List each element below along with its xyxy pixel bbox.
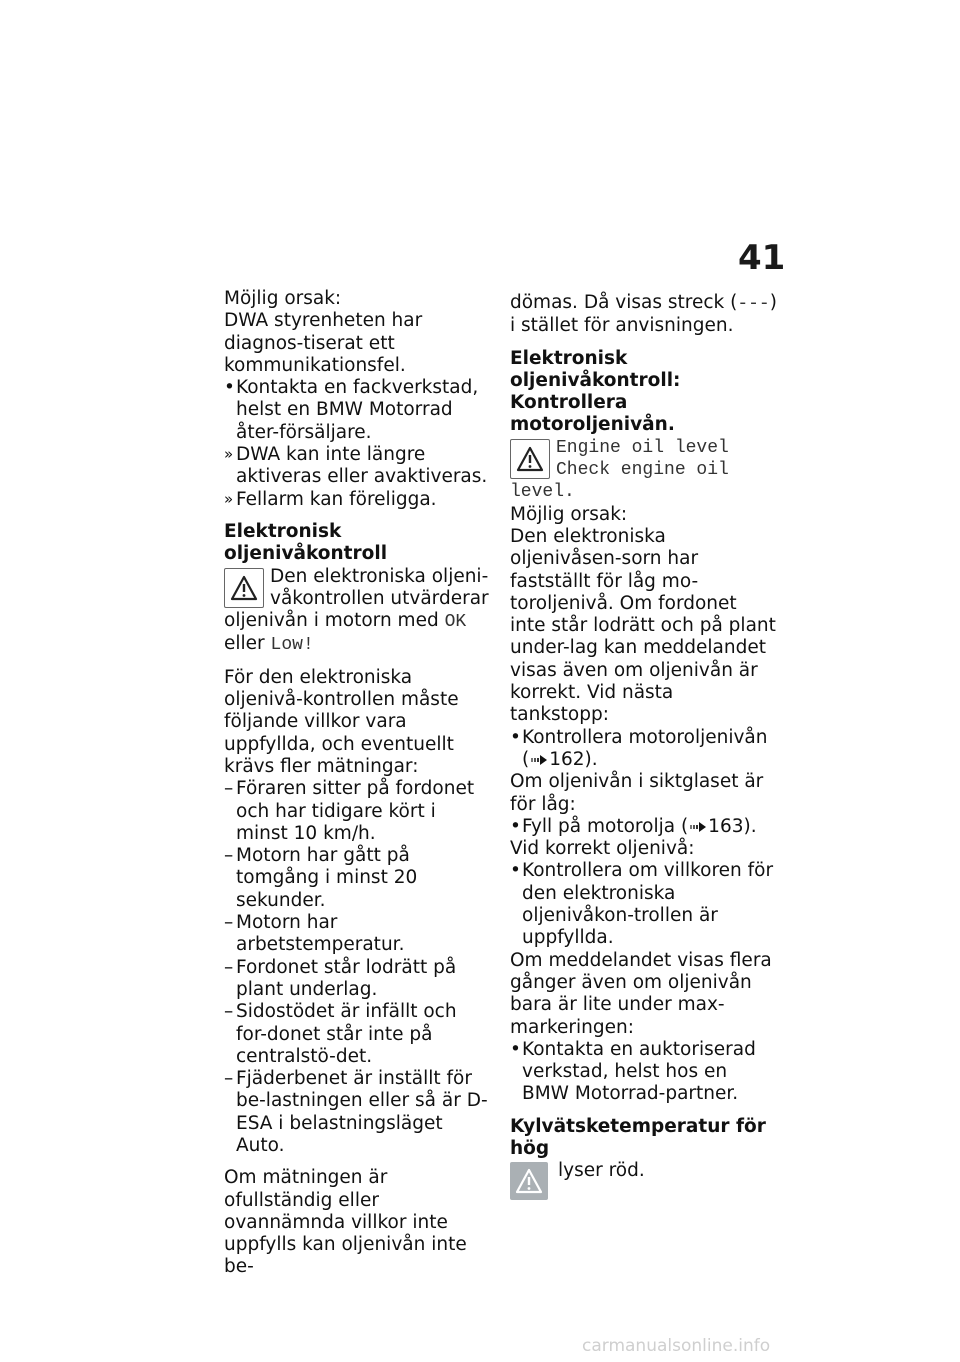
warning-text: lyser röd. bbox=[558, 1160, 645, 1182]
warning-triangle-red-icon bbox=[510, 1162, 548, 1200]
action-bullet-text: BMW Motorrad-partner. bbox=[522, 1083, 739, 1105]
condition-text: Motorn har gått på tomgång i minst 20 sekunder. bbox=[236, 845, 418, 911]
page-reference-arrow-icon bbox=[529, 754, 549, 766]
continued-text bbox=[510, 292, 778, 338]
warning-triangle-icon bbox=[224, 568, 264, 608]
page-reference-arrow-icon bbox=[688, 821, 708, 833]
section-heading: Kylvätsketemperatur för hög bbox=[510, 1115, 766, 1159]
condition-text: Föraren sitter på fordonet och har tidigare kört i minst 10 km/h. bbox=[236, 778, 475, 844]
warning-text: Den elektroniska oljeni-våkontrollen utvärderar oljenivån i motorn med bbox=[224, 565, 489, 632]
condition-item: – Fjäderbenet är inställt för be-lastningen eller så är D-ESA i belastningsläget Auto. bbox=[224, 1068, 488, 1156]
cause-label: Möjlig orsak: bbox=[510, 503, 628, 525]
display-low: Low! bbox=[270, 635, 314, 656]
condition-item: – Sidostödet är infällt och for-donet står inte på centralstö-det. bbox=[224, 1001, 457, 1067]
word-eller: eller bbox=[224, 633, 265, 655]
action-bullet: • Fyll på motorolja ( 163). bbox=[510, 815, 757, 837]
conditions-intro: För den elektroniska oljenivå-kontrollen måste följande villkor vara uppfyllda, och eventuellt krävs fler mätningar: bbox=[224, 666, 459, 777]
display-message-line: level. bbox=[510, 482, 575, 503]
result-item-text: Fellarm kan föreligga. bbox=[236, 488, 437, 510]
display-ok: OK bbox=[444, 612, 467, 633]
condition-text: Om meddelandet visas flera gånger även om oljenivån bara är lite under max-markeringen: bbox=[510, 949, 772, 1038]
action-bullet: • Kontrollera om villkoren för den elektroniska oljenivåkon-trollen är uppfyllda. bbox=[510, 860, 774, 949]
condition-text: Vid korrekt oljenivå: bbox=[510, 838, 695, 860]
cause-text: Den elektroniska oljenivåsen-sorn har fastställt för låg mo-toroljenivå. Om fordonet inte står lodrätt och på plant under-lag kan meddelandet visas även om oljenivån är korrekt. Vid nästa tankstopp: bbox=[510, 525, 776, 726]
page-reference[interactable]: 162 bbox=[549, 748, 585, 770]
condition-text: Fjäderbenet är inställt för be-lastningen eller så är D-ESA i belastningsläget Auto. bbox=[236, 1068, 488, 1156]
warning-block bbox=[224, 566, 492, 657]
section-heading: Elektronisk oljenivåkontroll bbox=[224, 520, 388, 565]
display-message-line: Engine oil level bbox=[556, 437, 729, 458]
condition-text: Om oljenivån i siktglaset är för låg: bbox=[510, 771, 764, 815]
cause-text: DWA styrenheten har diagnos-tiserat ett kommunikationsfel. bbox=[224, 310, 423, 376]
condition-item: – Föraren sitter på fordonet och har tidigare kört i minst 10 km/h. bbox=[224, 778, 475, 844]
page-number: 41 bbox=[738, 238, 786, 278]
action-bullet-end: ). bbox=[743, 815, 757, 837]
condition-text: Fordonet står lodrätt på plant underlag. bbox=[236, 956, 457, 1000]
action-bullet-text: verkstad, helst hos en bbox=[522, 1061, 728, 1083]
display-message-line: Check engine oil bbox=[556, 460, 729, 481]
action-bullet-end: ). bbox=[584, 748, 598, 770]
action-bullet: • Kontrollera motoroljenivån ( 162). bbox=[510, 726, 768, 770]
action-bullet-text: Fyll på motorolja ( bbox=[522, 815, 689, 837]
warning-triangle-icon bbox=[510, 439, 550, 479]
right-column bbox=[510, 292, 778, 1200]
incomplete-note: Om mätningen är ofullständig eller ovannämnda villkor inte uppfylls kan oljenivån inte be- bbox=[224, 1167, 467, 1278]
result-item: » DWA kan inte längre aktiveras eller avaktiveras. bbox=[224, 444, 488, 488]
action-bullet: • Kontakta en auktoriserad verkstad, helst hos en BMW Motorrad-partner. bbox=[510, 1038, 756, 1105]
warning-block bbox=[510, 437, 778, 504]
left-column bbox=[224, 288, 492, 1279]
condition-text: Sidostödet är infällt och for-donet står inte på centralstö-det. bbox=[236, 1001, 457, 1067]
cause-label: Möjlig orsak: bbox=[224, 288, 342, 309]
warning-block bbox=[510, 1160, 778, 1200]
section-heading: Elektronisk oljenivåkontroll: Kontrollera motoroljenivån. bbox=[510, 347, 681, 436]
action-bullet-text: Kontakta en auktoriserad bbox=[522, 1038, 756, 1060]
action-bullet-text: Kontrollera motoroljenivån ( bbox=[522, 726, 768, 770]
condition-item: – Fordonet står lodrätt på plant underlag. bbox=[224, 956, 457, 1000]
condition-text: Motorn har arbetstemperatur. bbox=[236, 912, 405, 956]
page-reference[interactable]: 163 bbox=[708, 815, 744, 837]
result-item-text: DWA kan inte längre aktiveras eller avaktiveras. bbox=[236, 444, 488, 488]
action-bullet: • Kontakta en fackverkstad, helst en BMW Motorrad åter-försäljare. bbox=[224, 377, 479, 443]
continued-text-a: dömas. Då visas streck ( bbox=[510, 292, 738, 313]
condition-item: – Motorn har arbetstemperatur. bbox=[224, 912, 405, 956]
display-dashes: --- bbox=[737, 294, 770, 314]
result-item: » Fellarm kan föreligga. bbox=[224, 488, 437, 510]
action-bullet-text: Kontakta en fackverkstad, helst en BMW Motorrad åter-försäljare. bbox=[236, 377, 479, 443]
footer-watermark: carmanualsonline.info bbox=[582, 1336, 771, 1356]
condition-item: – Motorn har gått på tomgång i minst 20 sekunder. bbox=[224, 845, 418, 911]
continued-text-b: ) i stället för anvisningen. bbox=[510, 292, 777, 337]
action-bullet-text: Kontrollera om villkoren för den elektroniska oljenivåkon-trollen är uppfyllda. bbox=[522, 860, 774, 949]
